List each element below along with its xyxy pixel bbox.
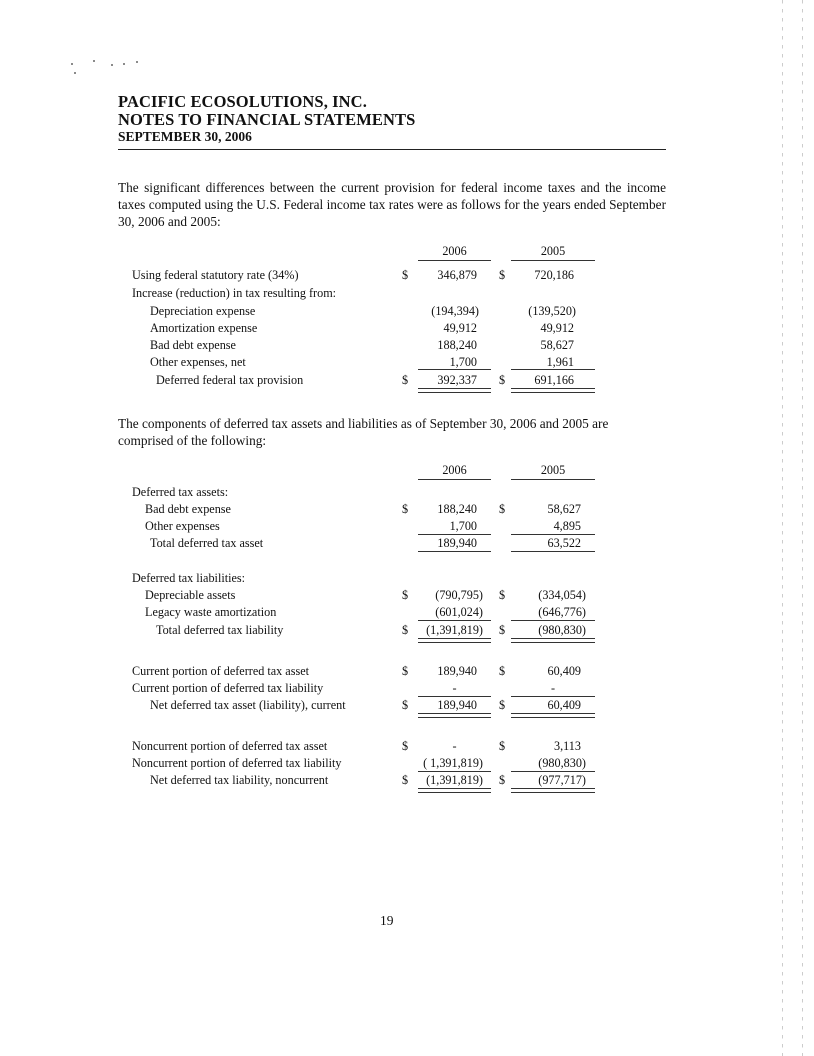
value-2006: (601,024) — [435, 605, 483, 619]
row-label: Bad debt expense — [150, 338, 236, 352]
table-row — [0, 501, 814, 518]
value-2006: 189,940 — [437, 536, 477, 550]
subtotal-rule — [418, 369, 491, 370]
value-2005: 63,522 — [547, 536, 581, 550]
scan-speck — [74, 72, 76, 74]
row-label: Depreciable assets — [145, 588, 236, 602]
value-2006: 346,879 — [437, 268, 477, 282]
row-label: Current portion of deferred tax liability — [132, 681, 324, 695]
dollar-sign: $ — [402, 268, 409, 282]
row-label: Noncurrent portion of deferred tax liability — [132, 756, 342, 770]
dollar-sign: $ — [499, 664, 506, 678]
row-label: Other expenses, net — [150, 355, 246, 369]
dollar-sign: $ — [402, 502, 409, 516]
value-2005: (139,520) — [528, 304, 576, 318]
value-2006: (194,394) — [431, 304, 479, 318]
value-2006: 49,912 — [443, 321, 477, 335]
dollar-sign: $ — [402, 373, 409, 387]
value-2005: (980,830) — [538, 623, 586, 637]
row-label: Noncurrent portion of deferred tax asset — [132, 739, 328, 753]
row-label: Total deferred tax asset — [150, 536, 264, 550]
table-row — [0, 337, 814, 354]
table-row — [0, 320, 814, 337]
total-double-rule — [418, 388, 491, 393]
scan-speck — [111, 64, 113, 66]
value-2006: - — [452, 681, 457, 695]
total-double-rule — [511, 638, 595, 643]
table-row — [0, 303, 814, 320]
value-2006: 1,700 — [449, 355, 477, 369]
dollar-sign: $ — [402, 698, 409, 712]
table-row — [0, 285, 814, 302]
row-label: Bad debt expense — [145, 502, 231, 516]
value-2006: (790,795) — [435, 588, 483, 602]
subtotal-rule — [418, 620, 491, 621]
value-2005: 58,627 — [547, 502, 581, 516]
table-row-total — [0, 372, 814, 389]
total-double-rule — [511, 713, 595, 718]
row-label: Using federal statutory rate (34%) — [132, 268, 299, 282]
value-2005: (646,776) — [538, 605, 586, 619]
section-heading-row — [0, 484, 814, 501]
total-double-rule — [511, 788, 595, 793]
value-2005: 60,409 — [547, 698, 581, 712]
table-row — [0, 604, 814, 621]
value-2006: 392,337 — [437, 373, 477, 387]
table-header-row — [0, 243, 814, 260]
value-2005: - — [550, 681, 556, 695]
value-2005: (334,054) — [538, 588, 586, 602]
scan-speck — [136, 61, 138, 63]
dollar-sign: $ — [499, 739, 506, 753]
value-2006: ( 1,391,819) — [423, 756, 483, 770]
value-2005: (980,830) — [538, 756, 586, 770]
table-row — [0, 755, 814, 772]
row-label: Net deferred tax asset (liability), current — [150, 698, 346, 712]
table-row — [0, 518, 814, 535]
total-double-rule — [418, 713, 491, 718]
scan-speck — [123, 63, 125, 65]
scan-speck — [93, 60, 95, 62]
table-row-total — [0, 772, 814, 789]
value-2005: 4,895 — [553, 519, 581, 533]
table-row — [0, 354, 814, 371]
table-row-total — [0, 697, 814, 714]
dollar-sign: $ — [402, 588, 409, 602]
row-label: Increase (reduction) in tax resulting from: — [132, 286, 337, 300]
dollar-sign: $ — [499, 623, 506, 637]
liabilities-heading: Deferred tax liabilities: — [132, 571, 246, 585]
value-2005: (977,717) — [538, 773, 586, 787]
value-2005: 1,961 — [546, 355, 574, 369]
dollar-sign: $ — [499, 773, 506, 787]
value-2005: 691,166 — [534, 373, 574, 387]
dollar-sign: $ — [402, 773, 409, 787]
dollar-sign: $ — [402, 623, 409, 637]
dollar-sign: $ — [499, 268, 506, 282]
dollar-sign: $ — [499, 588, 506, 602]
value-2006: - — [452, 739, 457, 753]
table-row — [0, 663, 814, 680]
total-double-rule — [511, 388, 595, 393]
value-2005: 720,186 — [534, 268, 574, 282]
total-double-rule — [418, 788, 491, 793]
value-2005: 60,409 — [547, 664, 581, 678]
document-header — [118, 93, 666, 145]
section-heading-row — [0, 570, 814, 587]
column-header-2006: 2006 — [442, 463, 467, 477]
header-divider — [118, 149, 666, 150]
value-2005: 58,627 — [540, 338, 574, 352]
column-header-2006: 2006 — [442, 244, 467, 258]
column-header-2005: 2005 — [540, 244, 566, 258]
table-header-row — [0, 462, 814, 479]
value-2006: (1,391,819) — [426, 623, 483, 637]
column-header-2005: 2005 — [540, 463, 566, 477]
subtotal-rule — [511, 369, 595, 370]
row-label: Depreciation expense — [150, 304, 256, 318]
dollar-sign: $ — [402, 664, 409, 678]
dollar-sign: $ — [402, 739, 409, 753]
page-number: 19 — [380, 913, 394, 928]
components-paragraph: The components of deferred tax assets and liabilities as of September 30, 2006 and 2005 are comprised of the following: — [118, 416, 609, 448]
value-2006: (1,391,819) — [426, 773, 483, 787]
column-rule — [511, 479, 595, 480]
table-row — [0, 680, 814, 697]
total-rule — [511, 551, 595, 552]
row-label: Other expenses — [145, 519, 220, 533]
scan-speck — [71, 63, 73, 65]
value-2005: 49,912 — [540, 321, 574, 335]
table-row — [0, 587, 814, 604]
column-rule — [418, 260, 491, 261]
document-title: NOTES TO FINANCIAL STATEMENTS — [118, 110, 416, 129]
value-2006: 188,240 — [437, 502, 477, 516]
intro-paragraph: The significant differences between the current provision for federal income taxes and the income taxes computed using the U.S. Federal income tax rates were as follows for the years ended September 30, 2006 and 2005: — [118, 180, 666, 229]
column-rule — [418, 479, 491, 480]
total-rule — [418, 551, 491, 552]
value-2005: 3,113 — [554, 739, 581, 753]
total-double-rule — [418, 638, 491, 643]
value-2006: 189,940 — [437, 664, 477, 678]
dollar-sign: $ — [499, 502, 506, 516]
document-date: SEPTEMBER 30, 2006 — [118, 129, 252, 144]
value-2006: 1,700 — [449, 519, 477, 533]
table-row-total — [0, 535, 814, 552]
subtotal-rule — [511, 620, 595, 621]
table-row — [0, 267, 814, 284]
row-label: Deferred federal tax provision — [156, 373, 304, 387]
dollar-sign: $ — [499, 698, 506, 712]
value-2006: 189,940 — [437, 698, 477, 712]
row-label: Legacy waste amortization — [145, 605, 277, 619]
company-name: PACIFIC ECOSOLUTIONS, INC. — [118, 92, 367, 111]
row-label: Amortization expense — [150, 321, 258, 335]
row-label: Net deferred tax liability, noncurrent — [150, 773, 329, 787]
row-label: Current portion of deferred tax asset — [132, 664, 309, 678]
assets-heading: Deferred tax assets: — [132, 485, 229, 499]
value-2006: 188,240 — [437, 338, 477, 352]
dollar-sign: $ — [499, 373, 506, 387]
column-rule — [511, 260, 595, 261]
row-label: Total deferred tax liability — [156, 623, 284, 637]
table-row-total — [0, 622, 814, 639]
table-row — [0, 738, 814, 755]
